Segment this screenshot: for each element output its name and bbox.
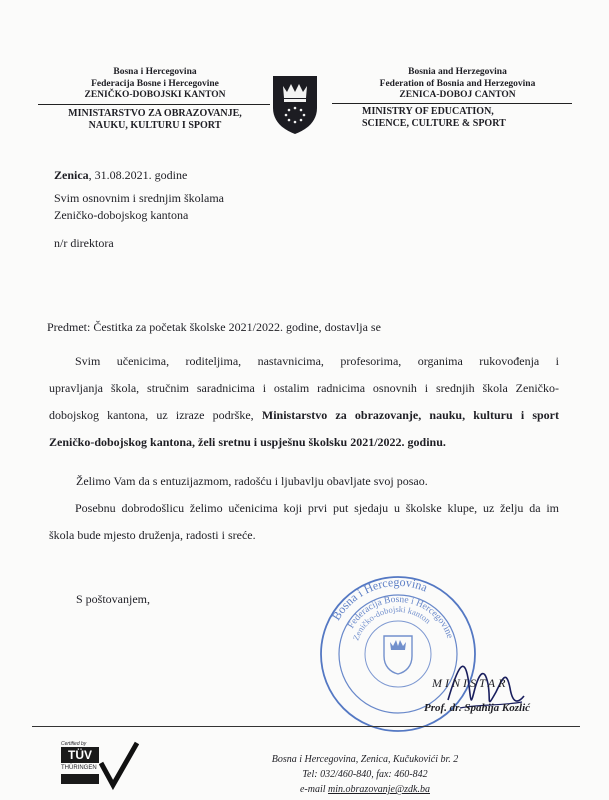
footer-address-line: Bosna i Hercegovina, Zenica, Kučukovići br. 2 xyxy=(271,754,459,765)
footer-rule xyxy=(32,726,580,727)
letter-place: Zenica xyxy=(54,168,89,182)
recipient-line2: Zeničko-dobojskog kantona xyxy=(54,208,189,222)
tuv-certification-badge xyxy=(55,739,140,793)
letterhead-left-rule xyxy=(38,104,270,105)
subject-line: Predmet: Čestitka za početak školske 2021/2022. godine, dostavlja se xyxy=(47,320,381,334)
paragraph-2: Želimo Vam da s entuzijazmom, radošću i ljubavlju obavljate svoj posao. xyxy=(76,474,428,488)
letter-date xyxy=(54,168,187,183)
letterhead-left-country: Bosna i Hercegovina xyxy=(113,67,197,77)
letterhead-left-ministry: MINISTARSTVO ZA OBRAZOVANJE, NAUKU, KULTURU I SPORT xyxy=(68,108,242,131)
letterhead-left xyxy=(60,67,250,102)
letterhead-left-federation: Federacija Bosne i Hercegovine xyxy=(91,78,219,89)
closing: S poštovanjem, xyxy=(76,592,150,606)
attention-line: n/r direktora xyxy=(54,236,114,250)
cantonal-coat-of-arms-icon xyxy=(270,74,320,136)
tuv-sub-label: THÜRINGEN xyxy=(61,765,97,771)
p1-line1: Svim učenicima, roditeljima, nastavnicima, profesorima, organima rukovođenja i xyxy=(75,354,559,368)
signer-name: Prof. dr. Spahija Kozlić xyxy=(424,702,531,714)
stamp-outer-text: Bosna i Hercegovina xyxy=(328,574,430,623)
p3-line2: škola bude mjesto druženja, radosti i sreće. xyxy=(49,528,256,542)
letter-date-text: , 31.08.2021. godine xyxy=(88,168,188,182)
letterhead-right-federation: Federation of Bosnia and Herzegovina xyxy=(379,78,536,89)
footer-email-link[interactable]: min.obrazovanje@zdk.ba xyxy=(328,784,430,795)
footer-address xyxy=(250,752,480,797)
p3-line1: Posebnu dobrodošlicu želimo učenicima koji prvi put sjedaju u školske klupe, uz želju da im xyxy=(75,501,559,515)
letterhead-right-canton: ZENICA-DOBOJ CANTON xyxy=(399,90,516,100)
footer-phone-line: Tel: 032/460-840, fax: 460-842 xyxy=(302,769,428,780)
signer-title: MINISTAR xyxy=(432,676,509,690)
checkmark-icon xyxy=(99,741,139,791)
p1-line3: dobojskog kantona, uz izraze podrške, Ministarstvo za obrazovanje, nauku, kulturu i sport xyxy=(49,408,559,422)
stamp-mid-text: Zeničko-dobojski kanton xyxy=(350,603,433,642)
letterhead-right-country: Bosnia and Herzegovina xyxy=(408,67,507,77)
recipient xyxy=(54,190,224,224)
paragraph-1 xyxy=(49,348,559,456)
letterhead-right-rule xyxy=(332,103,572,104)
paragraph-3 xyxy=(49,495,559,549)
tuv-logo-icon: TÜV xyxy=(61,747,99,763)
letterhead-left-canton: ZENIČKO-DOBOJSKI KANTON xyxy=(84,90,226,100)
letterhead-right-ministry: MINISTRY OF EDUCATION, SCIENCE, CULTURE & SPORT xyxy=(362,106,506,129)
stamp-inner-text: Federacija Bosne i Hercegovine xyxy=(346,594,455,640)
tuv-cert-label: Certified by xyxy=(61,741,87,747)
footer-email-line: e-mail min.obrazovanje@zdk.ba xyxy=(299,784,430,795)
p1-line4: Zeničko-dobojskog kantona, želi sretnu i uspješnu školsku 2021/2022. godinu. xyxy=(49,435,446,449)
p1-line2: upravljanja škola, stručnim saradnicima i ostalim radnicima osnovnih i srednjih škola Zeničko- xyxy=(49,381,559,395)
letterhead-right xyxy=(350,67,565,102)
recipient-line1: Svim osnovnim i srednjim školama xyxy=(54,191,224,205)
